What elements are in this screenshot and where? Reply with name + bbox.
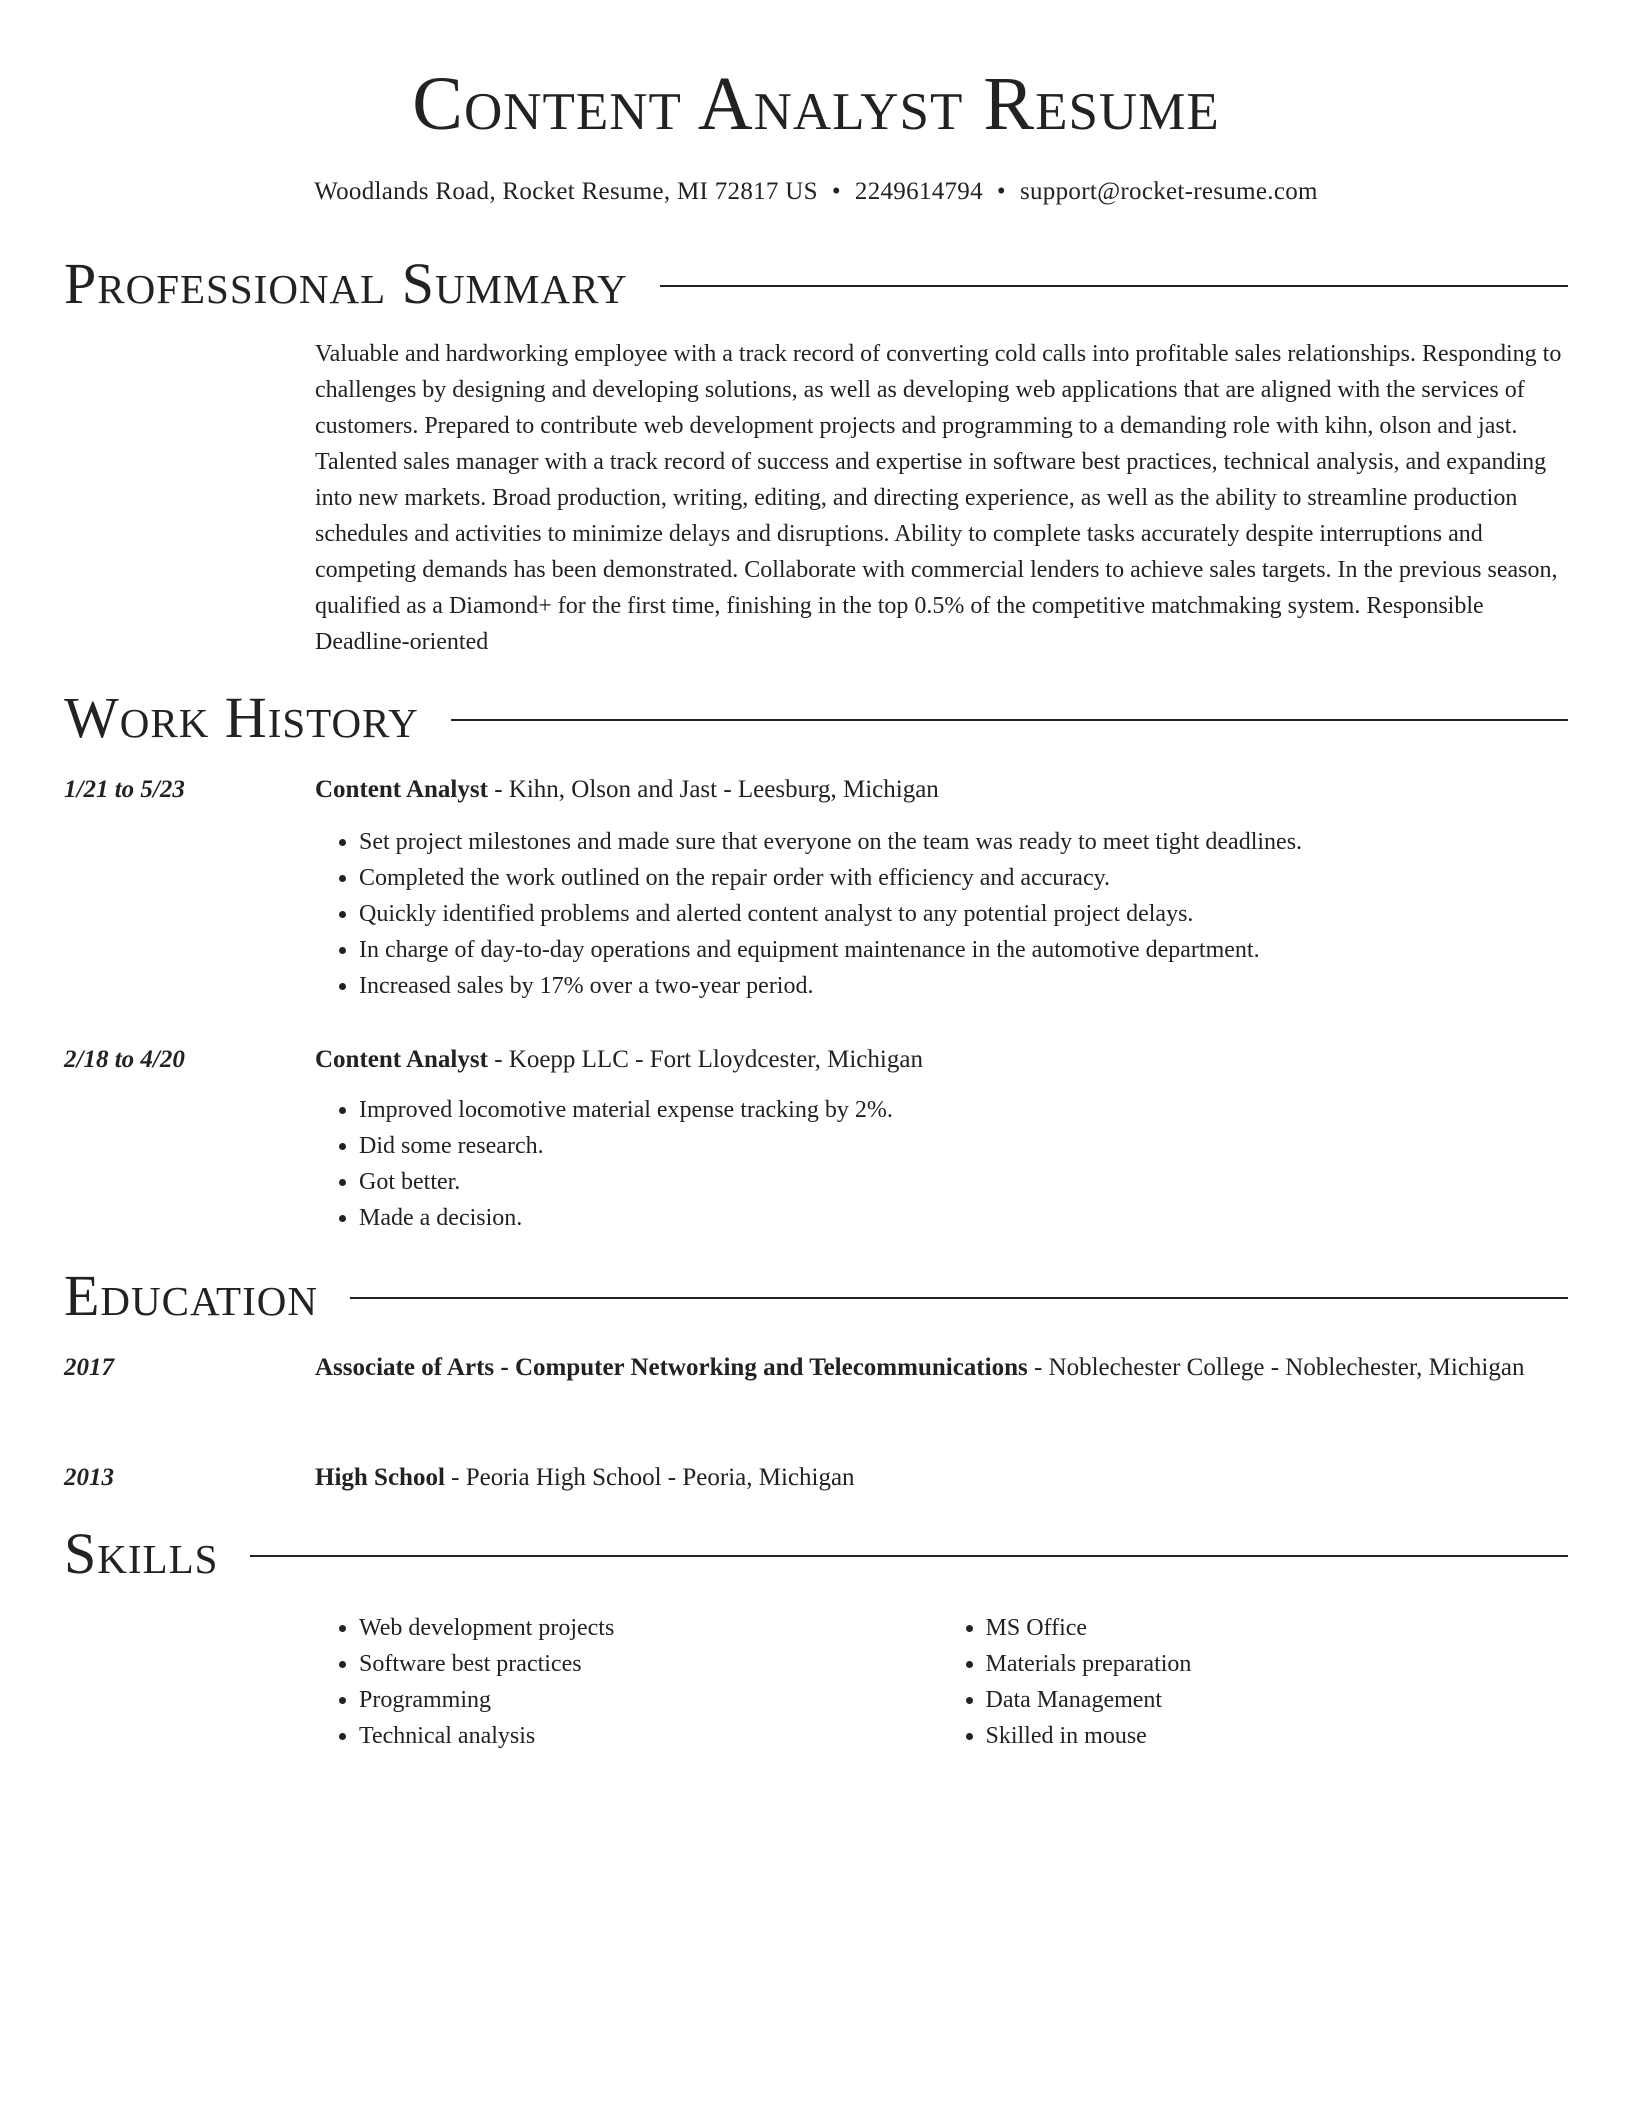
education-year: 2017 xyxy=(64,1354,114,1381)
job-entry xyxy=(315,770,1568,1004)
list-item: • Quickly identified problems and alerted content analyst to any potential project delays. xyxy=(359,896,1568,932)
list-item: • Completed the work outlined on the repair order with efficiency and accuracy. xyxy=(359,860,1568,896)
job-entry xyxy=(315,1040,1568,1236)
list-item: • In charge of day-to-day operations and equipment maintenance in the automotive department. xyxy=(359,932,1568,968)
education-section-header xyxy=(64,1264,1568,1328)
list-item: • MS Office xyxy=(986,1610,1569,1646)
list-item: • Technical analysis xyxy=(359,1718,942,1754)
education-details: - Peoria High School - Peoria, Michigan xyxy=(444,1464,855,1491)
job-title: Content Analyst xyxy=(315,1046,488,1073)
job-details: - Kihn, Olson and Jast - Leesburg, Michigan xyxy=(487,776,939,803)
list-item: • Data Management xyxy=(986,1682,1569,1718)
list-item: • Made a decision. xyxy=(359,1200,1568,1236)
list-item: • Increased sales by 17% over a two-year period. xyxy=(359,968,1568,1004)
bullet-separator: • xyxy=(831,178,841,205)
education-heading xyxy=(315,1458,1568,1498)
education-year: 2013 xyxy=(64,1464,114,1491)
section-divider xyxy=(451,719,1568,721)
education-entry xyxy=(315,1458,1568,1498)
list-item: • Web development projects xyxy=(359,1610,942,1646)
summary-text: Valuable and hardworking employee with a track record of converting cold calls into profitable sales relationships. Responding to challenges by designing and developing solutions, as well as developing web applications that are aligned with the services of customers. Prepared to contribute web development projects and programming to a demanding role with kihn, olson and jast. Talented sales manager with a track record of success and expertise in software best practices, technical analysis, and expanding into new markets. Broad production, writing, editing, and directing experience, as well as the ability to streamline production schedules and activities to minimize delays and disruptions. Ability to complete tasks accurately despite interruptions and competing demands has been demonstrated. Collaborate with commercial lenders to achieve sales targets. In the previous season, qualified as a Diamond+ for the first time, finishing in the top 0.5% of the competitive matchmaking system. Responsible Deadline-oriented xyxy=(315,341,1562,655)
section-heading-work: Work History xyxy=(64,685,419,750)
job-heading xyxy=(315,1040,1568,1080)
contact-line xyxy=(64,174,1568,210)
section-divider xyxy=(250,1555,1568,1557)
bullet-separator: • xyxy=(996,178,1006,205)
education-heading xyxy=(315,1348,1568,1388)
section-divider xyxy=(350,1297,1568,1299)
education-details: - Noblechester College - Noblechester, Michigan xyxy=(1027,1354,1525,1381)
contact-address: Woodlands Road, Rocket Resume, MI 72817 US xyxy=(314,178,818,205)
job-details: - Koepp LLC - Fort Lloydcester, Michigan xyxy=(487,1046,923,1073)
list-item: • Software best practices xyxy=(359,1646,942,1682)
section-heading-skills: Skills xyxy=(64,1521,219,1586)
list-item: • Set project milestones and made sure that everyone on the team was ready to meet tight deadlines. xyxy=(359,824,1568,860)
job-dates: 1/21 to 5/23 xyxy=(64,776,185,803)
job-heading xyxy=(315,770,1568,810)
list-item: • Got better. xyxy=(359,1164,1568,1200)
degree-name: High School xyxy=(315,1464,445,1491)
job-title: Content Analyst xyxy=(315,776,488,803)
skills-column-left xyxy=(315,1610,942,1754)
section-heading-summary: Professional Summary xyxy=(64,251,628,316)
job-dates: 2/18 to 4/20 xyxy=(64,1046,185,1073)
education-entry xyxy=(315,1348,1568,1388)
skills-list xyxy=(315,1610,1568,1754)
list-item: • Did some research. xyxy=(359,1128,1568,1164)
list-item: • Programming xyxy=(359,1682,942,1718)
job-bullets xyxy=(315,1092,1568,1236)
summary-section-header xyxy=(64,252,1568,316)
contact-email: support@rocket-resume.com xyxy=(1019,178,1318,205)
degree-name: Associate of Arts - Computer Networking and Telecommunications xyxy=(315,1354,1028,1381)
contact-phone: 2249614794 xyxy=(854,178,983,205)
skills-column-right xyxy=(942,1610,1569,1754)
list-item: • Improved locomotive material expense tracking by 2%. xyxy=(359,1092,1568,1128)
list-item: • Skilled in mouse xyxy=(986,1718,1569,1754)
skills-section-header xyxy=(64,1522,1568,1586)
skills-grid xyxy=(315,1610,1568,1754)
list-item: • Materials preparation xyxy=(986,1646,1569,1682)
work-section-header xyxy=(64,686,1568,750)
resume-title: Content Analyst Resume xyxy=(412,62,1220,146)
job-bullets xyxy=(315,824,1568,1004)
section-heading-education: Education xyxy=(64,1263,318,1328)
section-divider xyxy=(660,285,1568,287)
